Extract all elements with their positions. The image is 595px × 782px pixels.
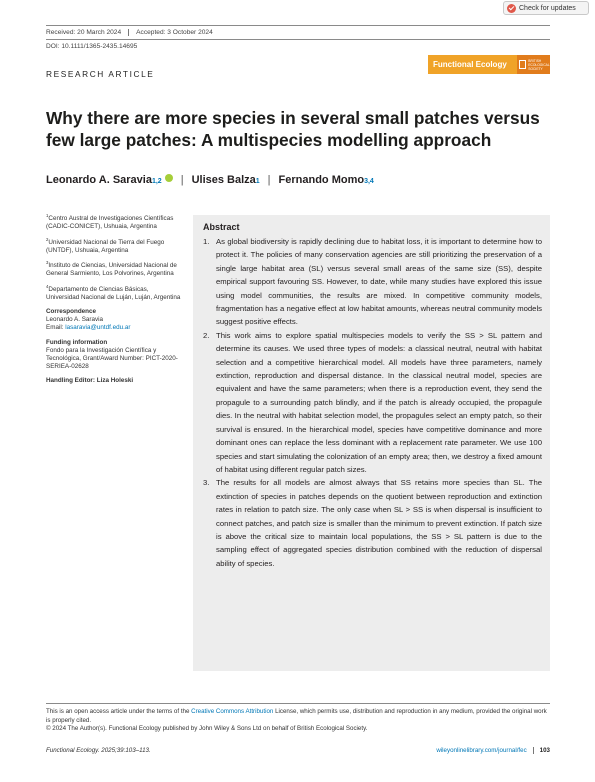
author-name[interactable]: Leonardo A. Saravia <box>46 174 152 186</box>
affiliation: $^2$Universidad Nacional de Tierra del Fuego (UNTDF), Ushuaia, Argentina <box>46 236 165 254</box>
page-number: 103 <box>533 747 550 754</box>
footer-rule <box>46 703 550 704</box>
affiliation: $^3$Instituto de Ciencias, Universidad Nacional de General Sarmiento, Los Polvorines, Argentina <box>46 260 177 278</box>
correspondence-name: Leonardo A. Saravia <box>46 316 104 324</box>
journal-name: Functional Ecology <box>433 60 507 69</box>
society-icon <box>519 60 526 69</box>
check-updates-icon <box>507 4 516 13</box>
dates <box>46 29 220 36</box>
citation: Functional Ecology. 2025;39:103–113. <box>46 747 151 754</box>
correspondence-email: Email: lasaravia@untdf.edu.ar <box>46 324 131 332</box>
abstract-item: 1. As global biodiversity is rapidly declining due to habitat loss, it is important to determine how to protect it. The policies of many conservation agencies are still prioritizing the preservation of a single large habitat area (SL) versus several small areas of the same size (SS), despite empirical support favouring SS. However, to date, while many studies have explored this issue using model communities, the results are mixed. In competitive community models, fragmentation has a negative effect at low habitat amounts, whereas neutral community models suggest positive effects. <box>203 237 542 327</box>
abstract-box <box>193 215 550 671</box>
header-rule <box>46 25 550 26</box>
abstract-heading: Abstract <box>203 222 240 232</box>
handling-editor: Handling Editor: Liza Holeski <box>46 377 134 385</box>
license-text: This is an open access article under the terms of the Creative Commons Attribution License, which permits use, distribution and reproduction in any medium, provided the original work is properly cited. © 2024 The Author(s). Functional Ecology published by John Wiley & Sons Ltd on behalf of British Ecological Society. <box>46 708 552 734</box>
author-name[interactable]: Ulises Balza <box>191 174 256 186</box>
cc-license-link[interactable]: Creative Commons Attribution <box>191 708 274 715</box>
society-logo <box>517 55 550 74</box>
author-name[interactable]: Fernando Momo <box>278 174 365 186</box>
article-title: Why there are more species in several small patches versus few large patches: A multispecies modelling approach <box>46 108 540 150</box>
affiliation: $^1$Centro Austral de Investigaciones Científicas (CADIC-CONICET), Ushuaia, Argentina <box>46 213 174 231</box>
society-text: BRITISH ECOLOGICAL SOCIETY <box>528 58 550 71</box>
accepted-date: Accepted: 3 October 2024 <box>128 29 220 36</box>
doi[interactable]: DOI: 10.1111/1365-2435.14695 <box>46 43 138 50</box>
author-separator: | <box>180 174 184 186</box>
abstract-item: 2. This work aims to explore spatial multispecies models to verify the SS > SL pattern and determine its causes. We used three types of models: a classical neutral, neutral with habitat selection and a competitive hierarchical model. All models have three parameters, namely extinction, reproduction and dispersal distance. In the classical neutral model, species are equivalent and have the same parameters; when there is a reproduction event, they send the propagule to a surrounding patch blindly, and if the patch is already occupied, the propagule dies. In the neutral with habitat selection model, the propagules select an empty patch, so their survival is ensured. In the hierarchical model, species have competitive dominance and more dominant ones can replace the less dominant with a replacement rate parameter. We use 100 species and start simulating the colonization of an empty area; then, we destroy a fixed amount of habitat using different regular patch sizes. <box>203 330 542 474</box>
author-sup[interactable]: 3,4 <box>364 178 374 185</box>
author-sup[interactable]: 1 <box>255 178 260 185</box>
author-separator: | <box>267 174 271 186</box>
copyright: © 2024 The Author(s). Functional Ecology published by John Wiley & Sons Ltd on behalf of British Ecological Society. <box>46 725 368 733</box>
header-rule-2 <box>46 39 550 40</box>
page-footer <box>46 747 550 754</box>
check-for-updates-button[interactable] <box>503 1 589 15</box>
author-sup[interactable]: 1,2 <box>151 178 162 185</box>
check-updates-label: Check for updates <box>519 4 576 12</box>
side-info <box>46 212 181 386</box>
author-list <box>46 174 374 186</box>
affiliation: $^4$Departamento de Ciencias Básicas, Universidad Nacional de Luján, Luján, Argentina <box>46 283 181 301</box>
funding-text: Fondo para la Investigación Científica y Tecnológica, Grant/Award Number: PICT-2020-SERIEA-02628 <box>46 346 178 371</box>
received-date: Received: 20 March 2024 <box>46 29 122 36</box>
journal-url[interactable]: wileyonlinelibrary.com/journal/fec <box>436 747 527 754</box>
funding-heading: Funding information <box>46 338 108 346</box>
journal-badge[interactable] <box>428 55 550 74</box>
orcid-icon[interactable] <box>165 174 173 182</box>
article-type: RESEARCH ARTICLE <box>46 69 155 79</box>
email-link[interactable]: lasaravia@untdf.edu.ar <box>65 324 131 332</box>
abstract-item: 3. The results for all models are almost always that SS retains more species than SL. The extinction of species in patches depends on the quotient between reproduction and extinction rates in relation to patch size. The only case when SL > SS is when dispersal is insufficient to connect patches, and patch size is smaller than the minimum to prevent extinction. If patch size is above the critical size to maintain local populations, the SS > SL pattern is due to the sampling effect of aggregated species distribution combined with the reduction of dispersal ability of species. <box>203 478 542 568</box>
correspondence-heading: Correspondence <box>46 308 97 315</box>
abstract-list <box>203 235 542 570</box>
